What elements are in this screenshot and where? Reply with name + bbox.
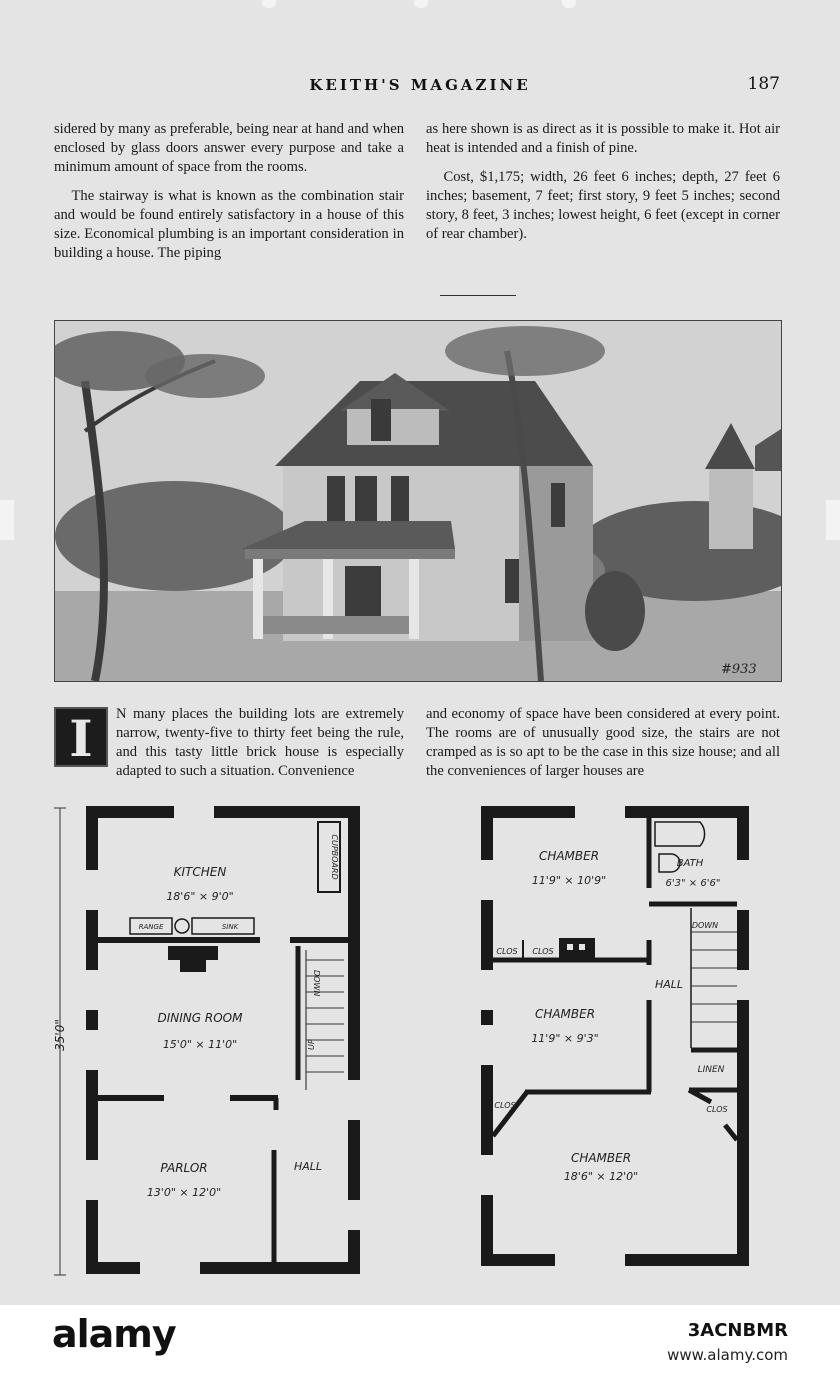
hall-label: HALL [293, 1160, 323, 1173]
second-floor-plan [475, 800, 765, 1275]
watermark-mark [0, 500, 14, 540]
article-column-left [54, 705, 404, 781]
chamber-label: CHAMBER [534, 1007, 596, 1021]
paragraph: Cost, $1,175; width, 26 feet 6 inches; depth, 27 feet 6 inches; basement, 7 feet; first story, 9 feet 5 inches; second story, 8 feet, 3 inches; lowest height, 6 feet (except in corner of rear chamber). [426, 169, 780, 242]
stair-up-label: UP [307, 1039, 316, 1050]
design-number: #933 [721, 662, 757, 677]
chamber-size: 18'6" × 12'0" [563, 1170, 639, 1183]
watermark-mark [826, 500, 840, 540]
cupboard-label: CUPBOARD [330, 834, 339, 880]
paragraph: as here shown is as direct as it is possible to make it. Hot air heat is intended and a finish of pine. [426, 121, 780, 156]
closet-label: CLOS [706, 1105, 728, 1114]
paragraph: The stairway is what is known as the combination stair and would be found entirely satisfactory in a house of this size. Economical plumbing is an important consideration in building a house. The piping [54, 188, 404, 261]
closet-label: CLOS [496, 947, 518, 956]
kitchen-size: 18'6" × 9'0" [166, 890, 234, 903]
range-label: RANGE [138, 923, 164, 931]
sink-label: SINK [221, 923, 239, 931]
image-id: 3ACNBMR [687, 1320, 788, 1341]
parlor-size: 13'0" × 12'0" [146, 1186, 222, 1199]
watermark-mark [562, 0, 576, 8]
text-column-right [426, 120, 780, 254]
bath-size: 6'3" × 6'6" [665, 878, 721, 889]
stair-down-label: DOWN [691, 921, 719, 930]
bath-label: BATH [676, 858, 704, 869]
watermark-mark [414, 0, 428, 8]
stair-down-label: DOWN [312, 970, 321, 997]
section-rule [440, 295, 516, 296]
first-floor-plan [50, 800, 370, 1285]
alamy-logo: alamy [52, 1312, 176, 1356]
kitchen-label: KITCHEN [173, 865, 227, 879]
drop-cap: I [54, 707, 108, 767]
article-text: and economy of space have been considered at every point. The rooms are of unusually good size, the stairs are not cramped as is so apt to be the case in this size house; and all the conveniences of larger houses are [426, 706, 780, 779]
magazine-title: KEITH'S MAGAZINE [309, 76, 531, 94]
chamber-label: CHAMBER [538, 849, 600, 863]
watermark-mark [262, 0, 276, 8]
article-text: N many places the building lots are extremely narrow, twenty-five to thirty feet being the rule, and this tasty little brick house is especially adapted to such a situation. Convenience [116, 706, 404, 779]
house-illustration [54, 320, 782, 682]
linen-label: LINEN [697, 1065, 725, 1075]
text-column-left [54, 120, 404, 273]
paragraph: sidered by many as preferable, being near at hand and when enclosed by glass doors answer every purpose and take a minimum amount of space from the rooms. [54, 121, 404, 175]
depth-dimension: 35'0" [53, 1019, 67, 1051]
hall-label: HALL [654, 978, 684, 991]
article-column-right [426, 705, 780, 781]
page-number: 187 [747, 74, 780, 94]
footer-url: www.alamy.com [667, 1346, 788, 1364]
chamber-size: 11'9" × 10'9" [531, 874, 607, 887]
chamber-size: 11'9" × 9'3" [531, 1032, 599, 1045]
dining-room-size: 15'0" × 11'0" [162, 1038, 238, 1051]
parlor-label: PARLOR [160, 1161, 208, 1175]
closet-label: CLOS [494, 1101, 516, 1110]
chamber-label: CHAMBER [570, 1151, 632, 1165]
dining-room-label: DINING ROOM [157, 1011, 243, 1025]
closet-label: CLOS [532, 947, 554, 956]
